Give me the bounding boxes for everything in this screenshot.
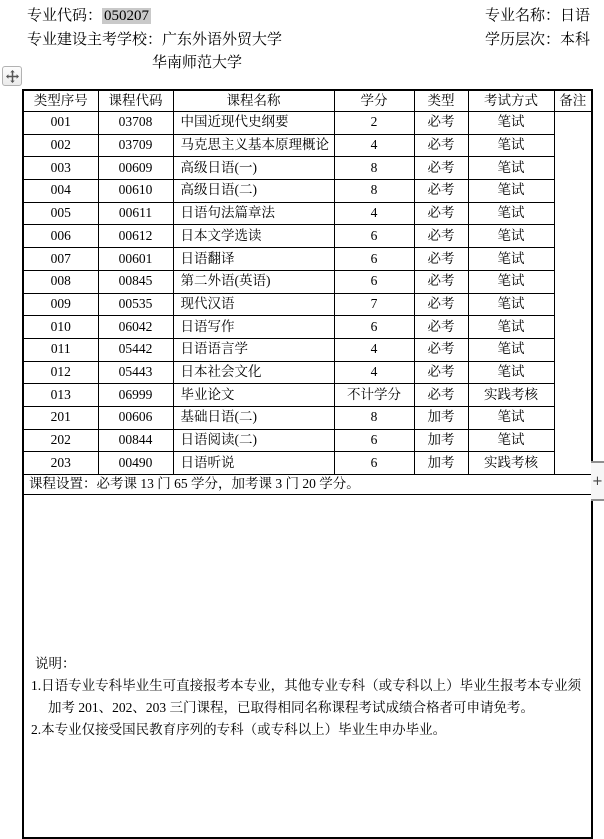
major-name-line bbox=[485, 6, 590, 26]
cell-name: 日语写作 bbox=[173, 316, 334, 339]
summary-row bbox=[23, 475, 592, 495]
cell-credits: 7 bbox=[334, 293, 414, 316]
course-table bbox=[22, 89, 593, 839]
cell-code: 00611 bbox=[98, 202, 173, 225]
host-school-value-2: 华南师范大学 bbox=[152, 55, 243, 71]
cell-exam: 笔试 bbox=[468, 225, 554, 248]
col-header-exam: 考试方式 bbox=[468, 90, 554, 112]
cell-seq: 003 bbox=[23, 157, 98, 180]
major-name-label: 专业名称： bbox=[485, 8, 561, 24]
cell-exam: 笔试 bbox=[468, 429, 554, 452]
cell-credits: 6 bbox=[334, 316, 414, 339]
cell-exam: 笔试 bbox=[468, 361, 554, 384]
table-row bbox=[23, 157, 592, 180]
cell-seq: 004 bbox=[23, 180, 98, 203]
table-row bbox=[23, 338, 592, 361]
cell-name: 基础日语(二) bbox=[173, 406, 334, 429]
course-table-header bbox=[23, 90, 592, 112]
major-code-label: 专业代码： bbox=[27, 8, 103, 24]
col-header-seq: 类型序号 bbox=[23, 90, 98, 112]
cell-credits: 6 bbox=[334, 248, 414, 271]
cell-remark-merged bbox=[554, 112, 592, 475]
cell-credits: 2 bbox=[334, 112, 414, 135]
table-row bbox=[23, 406, 592, 429]
cell-code: 00845 bbox=[98, 270, 173, 293]
cell-type: 必考 bbox=[414, 157, 468, 180]
table-row bbox=[23, 384, 592, 407]
cell-credits: 8 bbox=[334, 180, 414, 203]
cell-seq: 001 bbox=[23, 112, 98, 135]
cell-seq: 203 bbox=[23, 452, 98, 475]
col-header-remark: 备注 bbox=[554, 90, 592, 112]
note-line: 加考 201、202、203 三门课程，已取得相同名称课程考试成绩合格者可申请免考。 bbox=[48, 700, 534, 715]
cell-exam: 笔试 bbox=[468, 134, 554, 157]
cell-exam: 笔试 bbox=[468, 157, 554, 180]
major-code-line bbox=[27, 6, 151, 26]
cell-code: 00610 bbox=[98, 180, 173, 203]
cell-type: 加考 bbox=[414, 406, 468, 429]
course-table-footer bbox=[23, 475, 592, 839]
course-table-body bbox=[23, 112, 592, 475]
cell-code: 00844 bbox=[98, 429, 173, 452]
notes-list bbox=[24, 675, 591, 741]
cell-credits: 4 bbox=[334, 361, 414, 384]
cell-type: 必考 bbox=[414, 180, 468, 203]
cell-exam: 笔试 bbox=[468, 406, 554, 429]
cell-name: 日本社会文化 bbox=[173, 361, 334, 384]
cell-name: 日语听说 bbox=[173, 452, 334, 475]
cell-code: 03709 bbox=[98, 134, 173, 157]
col-header-code: 课程代码 bbox=[98, 90, 173, 112]
table-row bbox=[23, 202, 592, 225]
table-move-handle[interactable] bbox=[2, 66, 22, 86]
cell-type: 必考 bbox=[414, 248, 468, 271]
cell-name: 高级日语(二) bbox=[173, 180, 334, 203]
cell-name: 日语句法篇章法 bbox=[173, 202, 334, 225]
cell-credits: 6 bbox=[334, 225, 414, 248]
cell-code: 00612 bbox=[98, 225, 173, 248]
cell-seq: 005 bbox=[23, 202, 98, 225]
cell-name: 现代汉语 bbox=[173, 293, 334, 316]
host-school-label: 专业建设主考学校： bbox=[27, 32, 163, 48]
cell-type: 必考 bbox=[414, 361, 468, 384]
cell-credits: 6 bbox=[334, 429, 414, 452]
table-extend-button[interactable] bbox=[591, 461, 604, 501]
cell-credits: 6 bbox=[334, 452, 414, 475]
notes-row bbox=[23, 495, 592, 839]
host-school-line bbox=[27, 30, 282, 50]
cell-code: 05443 bbox=[98, 361, 173, 384]
cell-exam: 实践考核 bbox=[468, 452, 554, 475]
cell-credits: 不计学分 bbox=[334, 384, 414, 407]
table-row bbox=[23, 248, 592, 271]
table-row bbox=[23, 180, 592, 203]
move-cross-icon bbox=[6, 70, 19, 83]
notes-block bbox=[24, 495, 591, 741]
cell-exam: 实践考核 bbox=[468, 384, 554, 407]
cell-seq: 013 bbox=[23, 384, 98, 407]
cell-credits: 8 bbox=[334, 406, 414, 429]
cell-credits: 8 bbox=[334, 157, 414, 180]
col-header-name: 课程名称 bbox=[173, 90, 334, 112]
table-row bbox=[23, 134, 592, 157]
cell-name: 高级日语(一) bbox=[173, 157, 334, 180]
cell-credits: 6 bbox=[334, 270, 414, 293]
course-setup-summary: 课程设置：必考课 13 门 65 学分，加考课 3 门 20 学分。 bbox=[23, 475, 592, 495]
major-code-value: 050207 bbox=[104, 8, 150, 24]
cell-exam: 笔试 bbox=[468, 338, 554, 361]
cell-seq: 012 bbox=[23, 361, 98, 384]
cell-type: 必考 bbox=[414, 384, 468, 407]
major-name-value: 日语 bbox=[560, 8, 591, 24]
col-header-credits: 学分 bbox=[334, 90, 414, 112]
cell-seq: 011 bbox=[23, 338, 98, 361]
col-header-type: 类型 bbox=[414, 90, 468, 112]
table-row bbox=[23, 316, 592, 339]
cell-code: 05442 bbox=[98, 338, 173, 361]
cell-credits: 4 bbox=[334, 202, 414, 225]
note-line: 2.本专业仅接受国民教育序列的专科（或专科以上）毕业生申办毕业。 bbox=[31, 722, 447, 737]
table-row bbox=[23, 293, 592, 316]
note-line: 1.日语专业专科毕业生可直接报考本专业，其他专业专科（或专科以上）毕业生报考本专业须 bbox=[31, 678, 582, 693]
cell-name: 日本文学选读 bbox=[173, 225, 334, 248]
cell-seq: 007 bbox=[23, 248, 98, 271]
cell-credits: 4 bbox=[334, 134, 414, 157]
cell-code: 00601 bbox=[98, 248, 173, 271]
cell-exam: 笔试 bbox=[468, 316, 554, 339]
cell-exam: 笔试 bbox=[468, 293, 554, 316]
cell-name: 马克思主义基本原理概论 bbox=[173, 134, 334, 157]
cell-code: 00535 bbox=[98, 293, 173, 316]
cell-type: 必考 bbox=[414, 225, 468, 248]
cell-name: 毕业论文 bbox=[173, 384, 334, 407]
plus-icon: + bbox=[592, 473, 603, 489]
cell-name: 中国近现代史纲要 bbox=[173, 112, 334, 135]
cell-code: 06999 bbox=[98, 384, 173, 407]
cell-name: 第二外语(英语) bbox=[173, 270, 334, 293]
cell-exam: 笔试 bbox=[468, 248, 554, 271]
cell-seq: 201 bbox=[23, 406, 98, 429]
host-school-line-2 bbox=[152, 53, 242, 73]
table-row bbox=[23, 429, 592, 452]
cell-seq: 008 bbox=[23, 270, 98, 293]
cell-type: 加考 bbox=[414, 429, 468, 452]
cell-type: 必考 bbox=[414, 202, 468, 225]
notes-title: 说明： bbox=[35, 656, 76, 671]
cell-seq: 009 bbox=[23, 293, 98, 316]
cell-name: 日语语言学 bbox=[173, 338, 334, 361]
cell-exam: 笔试 bbox=[468, 112, 554, 135]
cell-type: 必考 bbox=[414, 338, 468, 361]
table-row bbox=[23, 112, 592, 135]
cell-type: 加考 bbox=[414, 452, 468, 475]
cell-name: 日语翻译 bbox=[173, 248, 334, 271]
cell-name: 日语阅读(二) bbox=[173, 429, 334, 452]
cell-exam: 笔试 bbox=[468, 202, 554, 225]
cell-exam: 笔试 bbox=[468, 270, 554, 293]
table-row bbox=[23, 361, 592, 384]
education-level-label: 学历层次： bbox=[485, 32, 561, 48]
table-row bbox=[23, 270, 592, 293]
cell-exam: 笔试 bbox=[468, 180, 554, 203]
education-level-value: 本科 bbox=[560, 32, 591, 48]
cell-type: 必考 bbox=[414, 134, 468, 157]
table-row bbox=[23, 225, 592, 248]
notes-cell bbox=[23, 495, 592, 839]
cell-seq: 002 bbox=[23, 134, 98, 157]
cell-type: 必考 bbox=[414, 316, 468, 339]
cell-code: 00609 bbox=[98, 157, 173, 180]
cell-code: 00490 bbox=[98, 452, 173, 475]
cell-code: 00606 bbox=[98, 406, 173, 429]
cell-code: 03708 bbox=[98, 112, 173, 135]
cell-type: 必考 bbox=[414, 270, 468, 293]
cell-seq: 006 bbox=[23, 225, 98, 248]
cell-type: 必考 bbox=[414, 293, 468, 316]
table-row bbox=[23, 452, 592, 475]
header-row bbox=[23, 90, 592, 112]
host-school-value-1: 广东外语外贸大学 bbox=[162, 32, 283, 48]
cell-credits: 4 bbox=[334, 338, 414, 361]
cell-seq: 010 bbox=[23, 316, 98, 339]
cell-code: 06042 bbox=[98, 316, 173, 339]
education-level-line bbox=[485, 30, 590, 50]
cell-seq: 202 bbox=[23, 429, 98, 452]
cell-type: 必考 bbox=[414, 112, 468, 135]
